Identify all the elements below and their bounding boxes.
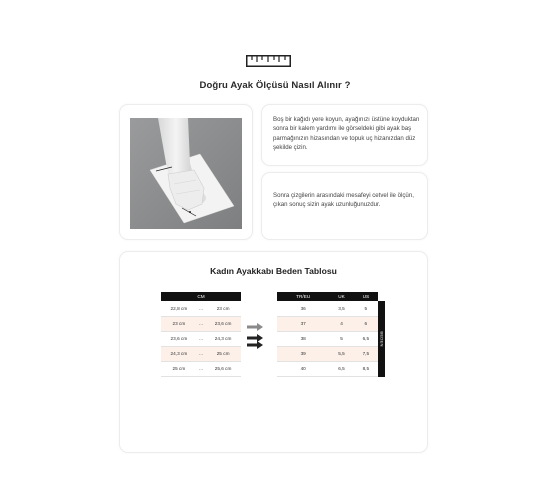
cm-from: 22,8 cm (161, 301, 197, 316)
size-us: 5 (354, 301, 378, 316)
foot-measure-photo (130, 118, 242, 229)
arrow-right-icon (247, 323, 263, 331)
page-title: Doğru Ayak Ölçüsü Nasıl Alınır ? (199, 80, 351, 91)
instruction-step-1 (261, 104, 428, 166)
size-tr-eu: 39 (277, 346, 329, 361)
step-1-text: Boş bir kağıdı yere koyun, ayağınızı üstüne koyduktan sonra bir kalem yardımı ile görseldeki gibi ayak baş parmağınızın hizasından ve topuk uç hizanızdan düz şekilde çizin. (273, 116, 420, 151)
step-2-text: Sonra çizgilerin arasındaki mesafeyi cetvel ile ölçün, çıkan sonuç sizin ayak uzunluğunuzdur. (273, 192, 414, 209)
foot-photo-card (119, 104, 253, 240)
arrow-right-icon (247, 341, 263, 349)
size-table-card (119, 251, 428, 453)
table-row (161, 331, 241, 346)
cm-to: 25,6 cm (205, 361, 241, 376)
size-us: 6,5 (354, 331, 378, 346)
col-header-us: US (354, 292, 378, 301)
cm-sep: ... (197, 301, 205, 316)
size-conversion-table (277, 292, 378, 377)
cm-from: 25 cm (161, 361, 197, 376)
cm-from: 24,3 cm (161, 346, 197, 361)
size-tr-eu: 37 (277, 316, 329, 331)
cm-sep: ... (197, 331, 205, 346)
size-us: 7,5 (354, 346, 378, 361)
cm-header: CM (161, 292, 241, 301)
size-tr-eu: 36 (277, 301, 329, 316)
table-row (161, 316, 241, 331)
beden-label-text: BEDEN (379, 331, 384, 347)
cm-to: 24,3 cm (205, 331, 241, 346)
size-table-title: Kadın Ayakkabı Beden Tablosu (210, 266, 337, 276)
size-uk: 3,5 (329, 301, 353, 316)
size-uk: 5 (329, 331, 353, 346)
cm-sep: ... (197, 346, 205, 361)
table-row (277, 361, 378, 376)
size-us: 6 (354, 316, 378, 331)
cm-sep: ... (197, 361, 205, 376)
ruler-icon (246, 55, 291, 67)
cm-from: 23,6 cm (161, 331, 197, 346)
size-uk: 5,5 (329, 346, 353, 361)
table-row (161, 361, 241, 376)
table-row (277, 301, 378, 316)
table-row (277, 331, 378, 346)
size-us: 8,5 (354, 361, 378, 376)
instruction-step-2 (261, 172, 428, 240)
col-header-tr-eu: TR/EU (277, 292, 329, 301)
size-uk: 6,5 (329, 361, 353, 376)
table-row (161, 301, 241, 316)
cm-to: 25 cm (205, 346, 241, 361)
col-header-uk: UK (329, 292, 353, 301)
size-uk: 4 (329, 316, 353, 331)
cm-to: 23,6 cm (205, 316, 241, 331)
cm-to: 23 cm (205, 301, 241, 316)
cm-sep: ... (197, 316, 205, 331)
table-row (161, 346, 241, 361)
cm-table (161, 292, 241, 377)
beden-side-label (378, 301, 385, 377)
table-row (277, 316, 378, 331)
table-row (277, 346, 378, 361)
size-tr-eu: 38 (277, 331, 329, 346)
cm-from: 23 cm (161, 316, 197, 331)
size-tr-eu: 40 (277, 361, 329, 376)
